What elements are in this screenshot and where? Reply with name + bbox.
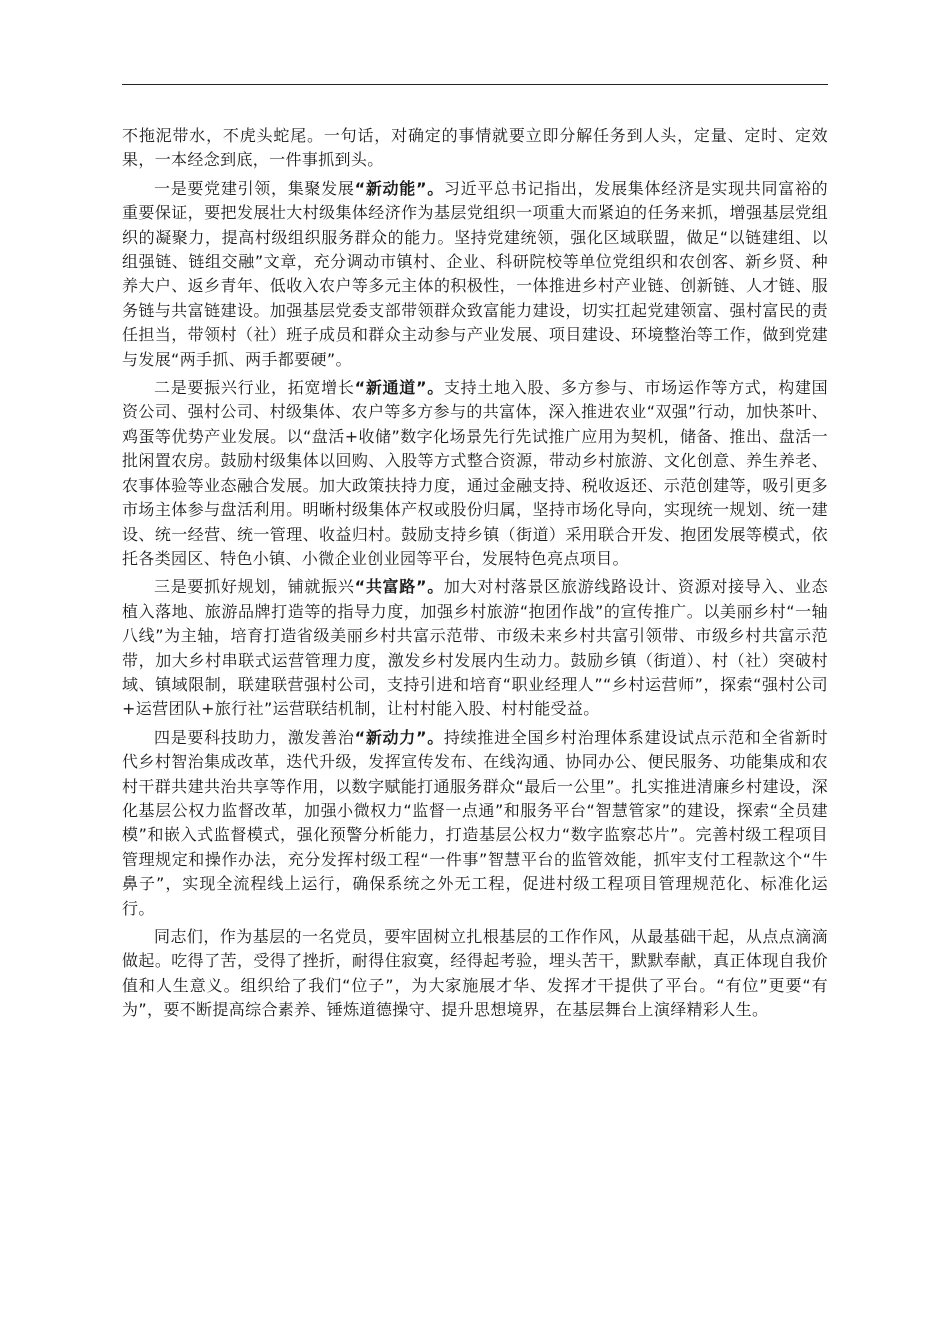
paragraph-text: 加大对村落景区旅游线路设计、资源对接导入、业态植入落地、旅游品牌打造等的指导力度，加强乡村旅游“抱团作战”的宣传推广。以美丽乡村“一轴八线”为主轴，培育打造省级美丽乡村共富示范带、市级未来乡村共富引领带、市级乡村共富示范带，加大乡村串联式运营管理力度，激发乡村发展内生动力。鼓励乡镇（街道）、村（社）突破村域、镇域限制，联建联营强村公司，支持引进和培育“职业经理人”“乡村运营师”，探索“强村公司+运营团队+旅行社”运营联结机制，让村村能入股、村村能受益。 [122, 577, 828, 719]
paragraph-lead-highlight: “新动能”。 [354, 178, 444, 198]
paragraph-text: 持续推进全国乡村治理体系建设试点示范和全省新时代乡村智治集成改革，迭代升级，发挥宣传发布、在线沟通、协同办公、便民服务、功能集成和农村干群共建共治共享等作用，以数字赋能打通服务群众“最后一公里”。扎实推进清廉乡村建设，深化基层公权力监督改革，加强小微权力“监督一点通”和服务平台“智慧管家”的建设，探索“全员建模”和嵌入式监督模式，强化预警分析能力，打造基层公权力“数字监察芯片”。完善村级工程项目管理规定和操作办法，充分发挥村级工程“一件事”智慧平台的监管效能，抓牢支付工程款这个“牛鼻子”，实现全流程线上运行，确保系统之外无工程，促进村级工程项目管理规范化、标准化运行。 [122, 727, 828, 918]
paragraph-lead: 四是要科技助力，激发善治 [154, 727, 355, 747]
paragraph-lead: 一是要党建引领，集聚发展 [154, 178, 355, 198]
paragraph-text: 同志们，作为基层的一名党员，要牢固树立扎根基层的工作作风，从最基础干起，从点点滴滴做起。吃得了苦，受得了挫折，耐得住寂寞，经得起考验，埋头苦干，默默奉献，真正体现自我价值和人生意义。组织给了我们“位子”，为大家施展才华、发挥才干提供了平台。“有位”更要“有为”，要不断提高综合素养、锤炼道德操守、提升思想境界，在基层舞台上演绎精彩人生。 [122, 927, 828, 1020]
paragraph-lead-highlight: “新通道”。 [354, 378, 444, 398]
paragraph-party-leadership [122, 177, 828, 372]
paragraph-intro [122, 124, 828, 173]
paragraph-lead: 三是要抓好规划，铺就振兴 [154, 577, 355, 597]
paragraph-planning [122, 575, 828, 721]
document-body [122, 124, 828, 1023]
paragraph-text: 习近平总书记指出，发展集体经济是实现共同富裕的重要保证，要把发展壮大村级集体经济作为基层党组织一项重大而紧迫的任务来抓，增强基层党组织的凝聚力，提高村级组织服务群众的能力。坚持党建统领，强化区域联盟，做足“以链建组、以组强链、链组交融”文章，充分调动市镇村、企业、科研院校等单位党组织和农创客、新乡贤、种养大户、返乡青年、低收入农户等多元主体的积极性，一体推进乡村产业链、创新链、人才链、服务链与共富链建设。加强基层党委支部带领群众致富能力建设，切实扛起党建领富、强村富民的责任担当，带领村（社）班子成员和群众主动参与产业发展、项目建设、环境整治等工作，做到党建与发展“两手抓、两手都要硬”。 [122, 178, 828, 369]
paragraph-closing [122, 925, 828, 1023]
paragraph-lead-highlight: “共富路”。 [354, 577, 444, 597]
paragraph-text: 支持土地入股、多方参与、市场运作等方式，构建国资公司、强村公司、村级集体、农户等多方参与的共富体，深入推进农业“双强”行动，加快茶叶、鸡蛋等优势产业发展。以“盘活+收储”数字化场景先行先试推广应用为契机，储备、推出、盘活一批闲置农房。鼓励村级集体以回购、入股等方式整合资源，带动乡村旅游、文化创意、养生养老、农事体验等业态融合发展。加大政策扶持力度，通过金融支持、税收返还、示范创建等，吸引更多市场主体参与盘活利用。明晰村级集体产权或股份归属，坚持市场化导向，实现统一规划、统一建设、统一经营、统一管理、收益归村。鼓励支持乡镇（街道）采用联合开发、抱团发展等模式，依托各类园区、特色小镇、小微企业创业园等平台，发展特色亮点项目。 [122, 378, 828, 568]
paragraph-lead-highlight: “新动力”。 [354, 727, 444, 747]
paragraph-lead: 二是要振兴行业，拓宽增长 [154, 378, 355, 398]
paragraph-technology [122, 726, 828, 921]
paragraph-text: 不拖泥带水，不虎头蛇尾。一句话，对确定的事情就要立即分解任务到人头，定量、定时、定效果，一本经念到底，一件事抓到头。 [122, 126, 828, 170]
paragraph-industry-revival [122, 376, 828, 571]
header-rule [122, 84, 828, 85]
